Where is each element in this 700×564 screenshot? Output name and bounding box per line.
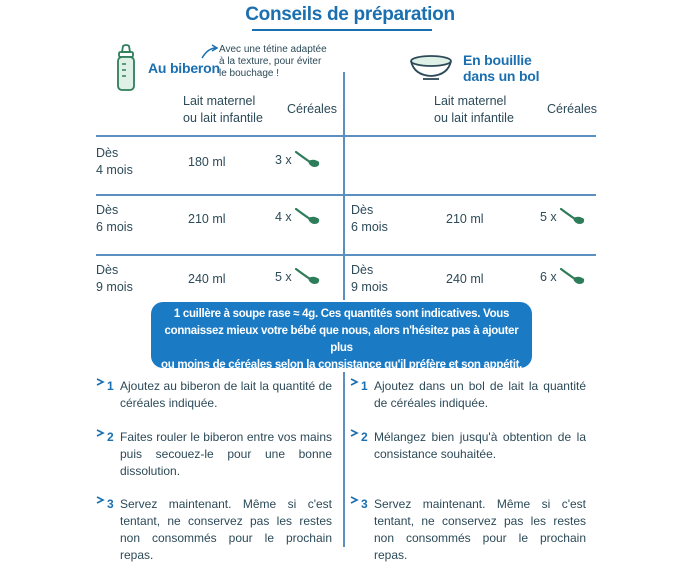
step-marker-icon (96, 496, 106, 506)
biberon-header-cereal: Céréales (287, 102, 338, 116)
step-marker-icon (350, 429, 360, 439)
biberon-row-3-cereal: 5 x (275, 267, 322, 287)
bouillie-label: En bouillie dans un bol (463, 52, 540, 84)
biberon-row-2-age: Dès 6 mois (96, 203, 133, 234)
bouillie-row-1-milk: 210 ml (446, 212, 484, 226)
table-divider (96, 194, 596, 196)
biberon-note: Avec une tétine adaptée à la texture, pour éviter le bouchage ! (219, 44, 327, 79)
biberon-row-1-cereal: 3 x (275, 150, 322, 170)
bouillie-row-2-age: Dès 9 mois (351, 263, 388, 294)
biberon-header-milk: Lait maternel ou lait infantile (183, 94, 263, 125)
spoon-icon (294, 150, 322, 170)
page-title: Conseils de préparation (245, 4, 455, 25)
arrow-icon (200, 44, 220, 60)
biberon-row-3-milk: 240 ml (188, 272, 226, 286)
bouillie-header-milk: Lait maternel ou lait infantile (434, 94, 514, 125)
bouillie-step-1: 1 Ajoutez dans un bol de lait la quantité de céréales indiquée. (350, 378, 586, 412)
biberon-row-2-cereal: 4 x (275, 207, 322, 227)
biberon-row-1-age: Dès 4 mois (96, 146, 133, 177)
biberon-step-3: 3 Servez maintenant. Même si c'est tentant, ne conservez pas les restes non consommés pour le prochain repas. (96, 496, 332, 564)
bowl-icon (408, 53, 454, 81)
title-underline (252, 29, 432, 31)
table-divider (96, 135, 596, 137)
table-divider (96, 254, 596, 256)
bouillie-row-2-cereal: 6 x (540, 267, 587, 287)
step-marker-icon (96, 429, 106, 439)
spoon-icon (294, 207, 322, 227)
spoon-icon (294, 267, 322, 287)
biberon-label: Au biberon (148, 60, 220, 76)
biberon-step-2: 2 Faites rouler le biberon entre vos mains puis secouez-le pour une bonne dissolution. (96, 429, 332, 480)
biberon-row-1-milk: 180 ml (188, 155, 226, 169)
step-marker-icon (96, 378, 106, 388)
spoon-icon (559, 207, 587, 227)
biberon-step-1: 1 Ajoutez au biberon de lait la quantité de céréales indiquée. (96, 378, 332, 412)
bouillie-row-1-age: Dès 6 mois (351, 203, 388, 234)
column-divider (343, 72, 345, 300)
biberon-row-2-milk: 210 ml (188, 212, 226, 226)
bouillie-step-3: 3 Servez maintenant. Même si c'est tentant, ne conservez pas les restes non consommés pour le prochain repas. (350, 496, 586, 564)
step-marker-icon (350, 496, 360, 506)
step-marker-icon (350, 378, 360, 388)
bouillie-row-2-milk: 240 ml (446, 272, 484, 286)
baby-bottle-icon (113, 44, 139, 92)
column-divider (343, 372, 345, 547)
bouillie-step-2: 2 Mélangez bien jusqu'à obtention de la consistance souhaitée. (350, 429, 586, 463)
info-banner: 1 cuillère à soupe rase ≈ 4g. Ces quantités sont indicatives. Vous connaissez mieux votre bébé que nous, alors n'hésitez pas à ajouter plus ou moins de céréales selon la consistance qu'il préfère et son appétit. (151, 302, 532, 368)
biberon-row-3-age: Dès 9 mois (96, 263, 133, 294)
bouillie-header-cereal: Céréales (547, 102, 598, 116)
bouillie-row-1-cereal: 5 x (540, 207, 587, 227)
spoon-icon (559, 267, 587, 287)
